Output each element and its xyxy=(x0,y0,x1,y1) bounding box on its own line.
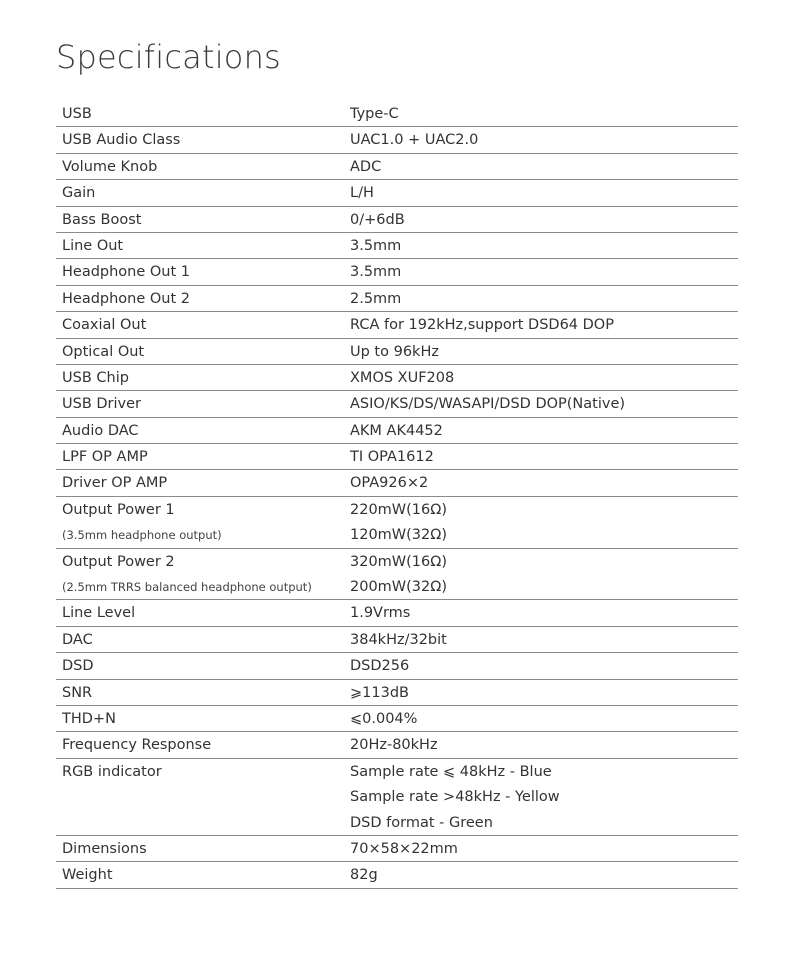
spec-label: Frequency Response xyxy=(62,737,212,754)
spec-value-cell xyxy=(350,154,738,179)
spec-label-cell xyxy=(56,154,350,179)
spec-value-cell xyxy=(350,470,738,495)
spec-row xyxy=(56,259,738,285)
spec-value-cell xyxy=(350,418,738,443)
spec-label: USB Driver xyxy=(62,396,141,413)
spec-label: Headphone Out 1 xyxy=(62,264,191,281)
spec-row xyxy=(56,286,738,312)
spec-label: SNR xyxy=(62,684,93,701)
spec-value-cell xyxy=(350,759,738,835)
page-title: Specifications xyxy=(56,38,281,76)
spec-value-cell xyxy=(350,233,738,258)
spec-label: Headphone Out 2 xyxy=(62,290,191,307)
spec-label-cell xyxy=(56,653,350,678)
spec-label-cell xyxy=(56,627,350,652)
spec-row xyxy=(56,470,738,496)
spec-value: 0/+6dB xyxy=(350,211,405,228)
spec-label-cell xyxy=(56,312,350,337)
spec-row xyxy=(56,732,738,758)
spec-row xyxy=(56,312,738,338)
spec-value: 2.5mm xyxy=(350,290,402,307)
spec-label: Audio DAC xyxy=(62,422,139,439)
spec-value-cell xyxy=(350,627,738,652)
spec-label: Coaxial Out xyxy=(62,317,147,334)
spec-label-cell xyxy=(56,862,350,887)
spec-value: 120mW(32Ω) xyxy=(350,527,447,544)
spec-value-cell xyxy=(350,497,738,548)
spec-label: DAC xyxy=(62,631,93,648)
spec-label: Line Out xyxy=(62,237,124,254)
spec-value: ⩽0.004% xyxy=(350,710,418,727)
spec-value-cell xyxy=(350,101,738,126)
spec-row xyxy=(56,706,738,732)
spec-value-cell xyxy=(350,339,738,364)
spec-value: OPA926×2 xyxy=(350,475,429,492)
spec-value: 3.5mm xyxy=(350,237,402,254)
spec-row xyxy=(56,862,738,888)
spec-label-cell xyxy=(56,680,350,705)
spec-label: Line Level xyxy=(62,605,136,622)
spec-value: Sample rate ⩽ 48kHz - Blue xyxy=(350,763,552,780)
spec-value-cell xyxy=(350,862,738,887)
spec-sublabel: (3.5mm headphone output) xyxy=(62,528,222,543)
spec-value-cell xyxy=(350,706,738,731)
spec-value: 3.5mm xyxy=(350,264,402,281)
spec-label: Bass Boost xyxy=(62,211,142,228)
spec-value-cell xyxy=(350,653,738,678)
spec-label: RGB indicator xyxy=(62,763,162,780)
spec-row xyxy=(56,653,738,679)
spec-value: L/H xyxy=(350,185,374,202)
spec-label: DSD xyxy=(62,658,94,675)
spec-value-cell xyxy=(350,444,738,469)
spec-row xyxy=(56,444,738,470)
spec-label-cell xyxy=(56,470,350,495)
spec-value: UAC1.0 + UAC2.0 xyxy=(350,132,479,149)
spec-label-cell xyxy=(56,836,350,861)
spec-value-cell xyxy=(350,207,738,232)
spec-label-cell xyxy=(56,101,350,126)
spec-value-cell xyxy=(350,836,738,861)
spec-value: 1.9Vrms xyxy=(350,605,411,622)
spec-value-cell xyxy=(350,549,738,600)
spec-value: DSD256 xyxy=(350,658,410,675)
spec-label: Output Power 1 xyxy=(62,501,175,518)
spec-row xyxy=(56,549,738,601)
spec-row xyxy=(56,233,738,259)
spec-label-cell xyxy=(56,127,350,152)
spec-value-cell xyxy=(350,286,738,311)
spec-label: Driver OP AMP xyxy=(62,475,168,492)
spec-value: 20Hz-80kHz xyxy=(350,737,438,754)
spec-value: 200mW(32Ω) xyxy=(350,579,447,596)
spec-label: USB xyxy=(62,106,92,122)
spec-label: USB Chip xyxy=(62,369,129,386)
spec-value-cell xyxy=(350,365,738,390)
spec-value: 82g xyxy=(350,867,378,884)
spec-label: Volume Knob xyxy=(62,158,158,175)
spec-value-cell xyxy=(350,732,738,757)
spec-label: Gain xyxy=(62,185,96,202)
spec-row xyxy=(56,759,738,836)
spec-label: USB Audio Class xyxy=(62,132,181,149)
spec-label-cell xyxy=(56,600,350,625)
spec-row xyxy=(56,497,738,549)
spec-table xyxy=(56,101,738,889)
spec-row xyxy=(56,180,738,206)
spec-label-cell xyxy=(56,233,350,258)
spec-value: TI OPA1612 xyxy=(350,449,434,466)
spec-label: LPF OP AMP xyxy=(62,449,148,466)
spec-label-cell xyxy=(56,180,350,205)
spec-row xyxy=(56,127,738,153)
spec-value: RCA for 192kHz,support DSD64 DOP xyxy=(350,317,614,334)
spec-label: Weight xyxy=(62,867,113,884)
spec-label: Dimensions xyxy=(62,840,147,857)
spec-value: Up to 96kHz xyxy=(350,343,439,360)
spec-value: AKM AK4452 xyxy=(350,422,443,439)
spec-row xyxy=(56,627,738,653)
spec-value-cell xyxy=(350,180,738,205)
spec-label-cell xyxy=(56,759,350,835)
spec-label-cell xyxy=(56,732,350,757)
spec-row xyxy=(56,600,738,626)
spec-value: DSD format - Green xyxy=(350,814,493,831)
spec-row xyxy=(56,207,738,233)
spec-label-cell xyxy=(56,549,350,600)
spec-label-cell xyxy=(56,444,350,469)
spec-row xyxy=(56,391,738,417)
spec-value: ASIO/KS/DS/WASAPI/DSD DOP(Native) xyxy=(350,396,626,413)
spec-label: THD+N xyxy=(62,710,116,727)
spec-label-cell xyxy=(56,497,350,548)
spec-label-cell xyxy=(56,207,350,232)
spec-label: Output Power 2 xyxy=(62,553,175,570)
spec-value: ADC xyxy=(350,158,382,175)
spec-value: ⩾113dB xyxy=(350,684,409,701)
spec-value-cell xyxy=(350,680,738,705)
spec-value: 70×58×22mm xyxy=(350,840,458,857)
spec-row xyxy=(56,101,738,127)
spec-row xyxy=(56,339,738,365)
spec-row xyxy=(56,418,738,444)
spec-row xyxy=(56,680,738,706)
spec-value-cell xyxy=(350,312,738,337)
spec-label-cell xyxy=(56,706,350,731)
spec-row xyxy=(56,836,738,862)
spec-value-cell xyxy=(350,391,738,416)
spec-sublabel: (2.5mm TRRS balanced headphone output) xyxy=(62,580,312,595)
spec-value: Type-C xyxy=(350,106,399,122)
spec-value-cell xyxy=(350,259,738,284)
spec-label-cell xyxy=(56,391,350,416)
spec-row xyxy=(56,365,738,391)
spec-value: 320mW(16Ω) xyxy=(350,553,447,570)
spec-value: XMOS XUF208 xyxy=(350,369,455,386)
spec-label-cell xyxy=(56,259,350,284)
spec-label-cell xyxy=(56,418,350,443)
spec-label-cell xyxy=(56,365,350,390)
spec-value: 220mW(16Ω) xyxy=(350,501,447,518)
spec-value: 384kHz/32bit xyxy=(350,631,447,648)
spec-label-cell xyxy=(56,286,350,311)
spec-label: Optical Out xyxy=(62,343,145,360)
spec-value-cell xyxy=(350,600,738,625)
spec-row xyxy=(56,154,738,180)
spec-value-cell xyxy=(350,127,738,152)
spec-value: Sample rate >48kHz - Yellow xyxy=(350,789,560,806)
spec-label-cell xyxy=(56,339,350,364)
